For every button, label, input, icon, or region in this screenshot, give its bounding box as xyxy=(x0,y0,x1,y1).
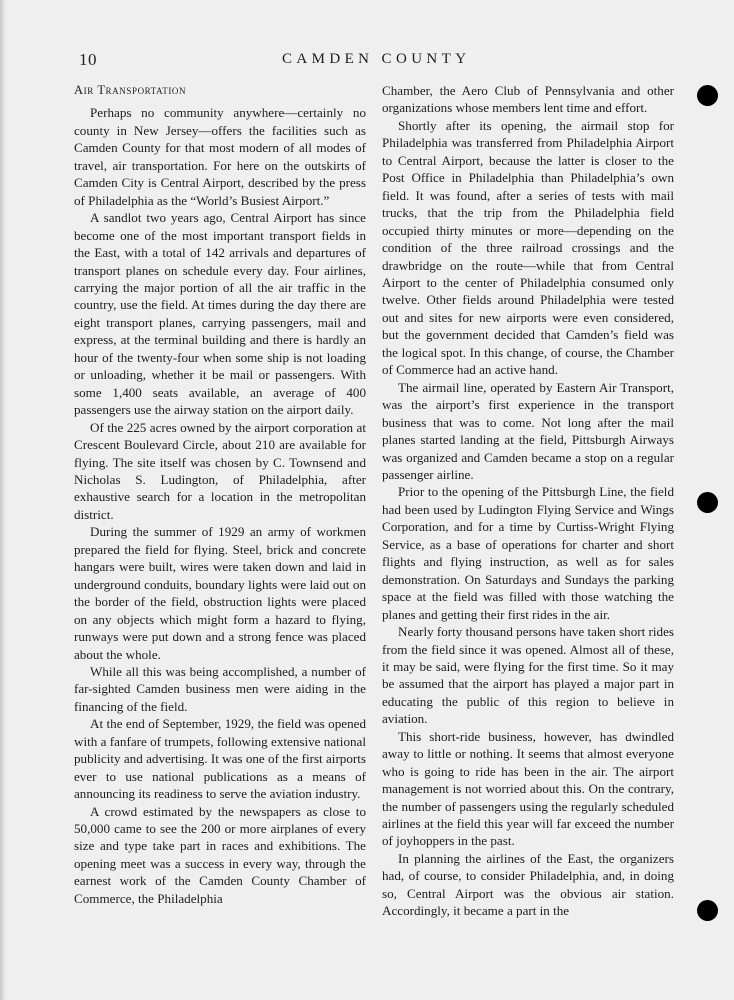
page-edge-shadow xyxy=(0,0,6,1000)
section-heading: Air Transportation xyxy=(74,83,187,97)
binder-hole xyxy=(697,492,718,513)
paragraph: Nearly forty thousand persons have taken short rides from the field since it was opened. Almost all of these, it may be said, were flying for the first time. So it may be assumed that the airport has played a major part in educating the public of this region to believe in aviation. xyxy=(382,624,674,727)
page-number: 10 xyxy=(79,50,97,69)
left-column xyxy=(74,82,366,907)
right-column xyxy=(382,82,674,920)
paragraph: At the end of September, 1929, the field was opened with a fanfare of trumpets, following extensive national publicity and advertising. It was one of the first airports ever to use national publications as a means of announcing its readiness to serve the aviation industry. xyxy=(74,716,366,802)
paragraph: Of the 225 acres owned by the airport corporation at Crescent Boulevard Circle, about 210 are available for flying. The site itself was chosen by C. Townsend and Nicholas S. Ludington, of Philadelphia, after exhaustive search for a location in the metropolitan district. xyxy=(74,419,366,522)
paragraph: While all this was being accomplished, a number of far-sighted Camden business men were aiding in the financing of the field. xyxy=(74,663,366,714)
paragraph: This short-ride business, however, has dwindled away to little or nothing. It seems that almost everyone who is going to ride has been in the air. The airport management is not worried about this. On the contrary, the number of passengers using the regularly scheduled airlines at the field this year will far exceed the number of joyhoppers in the past. xyxy=(382,728,674,849)
paragraph-continued: Chamber, the Aero Club of Pennsylvania and other organizations whose members lent time and effort. xyxy=(382,83,674,116)
running-head: CAMDEN COUNTY xyxy=(282,51,471,67)
paragraph: A crowd estimated by the newspapers as close to 50,000 came to see the 200 or more airplanes of every size and type take part in races and exhibitions. The opening meet was a success in every way, through the earnest work of the Camden County Chamber of Commerce, the Philadelphia xyxy=(74,803,366,906)
paragraph: Perhaps no community anywhere—certainly no county in New Jersey—offers the facilities such as Camden County for that most modern of all modes of travel, air transportation. For here on the outskirts of Camden City is Central Airport, described by the press of Philadelphia as the “World’s Busiest Airport.” xyxy=(74,105,366,208)
paragraph: In planning the airlines of the East, the organizers had, of course, to consider Philadelphia, and, in doing so, Central Airport was the obvious air station. Accordingly, it became a part in the xyxy=(382,850,674,919)
paragraph: Prior to the opening of the Pittsburgh Line, the field had been used by Ludington Flying Service and Wings Corporation, and for a time by Curtiss-Wright Flying Service, as a base of operations for charter and short flights and flying instruction, as well as for sales demonstration. On Saturdays and Sundays the parking space at the field was filled with those watching the planes and getting their first rides in the air. xyxy=(382,484,674,622)
paragraph: During the summer of 1929 an army of workmen prepared the field for flying. Steel, brick and concrete hangars were built, wires were taken down and laid in underground conduits, boundary lights were laid out on the border of the field, obstruction lights were placed on any objects which might form a hazard to flying, runways were put down and a strong fence was placed about the whole. xyxy=(74,524,366,662)
paragraph: The airmail line, operated by Eastern Air Transport, was the airport’s first experience in the transport business that was to come. Not long after the mail planes started landing at the field, Pittsburgh Airways was organized and Camden became a stop on a regular passenger airline. xyxy=(382,379,674,482)
binder-hole xyxy=(697,900,718,921)
paragraph: Shortly after its opening, the airmail stop for Philadelphia was transferred from Philadelphia Airport to Central Airport, because the latter is closer to the Post Office in Philadelphia than Philadelphia’s own field. It was found, after a series of tests with mail trucks, that the trip from the Philadelphia field occupied thirty minutes or more—depending on the condition of the three railroad crossings and the drawbridge on the route—while that from Central Airport to the center of Philadelphia consumed only twelve. Other fields around Philadelphia were tested out and sites for new airports were even considered, but the government decided that Camden’s field was the logical spot. In this change, of course, the Chamber of Commerce had an active hand. xyxy=(382,117,674,378)
binder-hole xyxy=(697,85,718,106)
paragraph: A sandlot two years ago, Central Airport has since become one of the most important transport fields in the East, with a total of 142 arrivals and departures of transport planes on schedule every day. Four airlines, carrying the major portion of all the air traffic in the country, use the field. At times during the day there are eight transport planes, carrying passengers, mail and express, at the terminal building and there is hardly an hour of the twenty-four when some ship is not loading or unloading, whether it be mail or passengers. With some 1,400 seats available, an average of 400 passengers use the airway station on the airport daily. xyxy=(74,210,366,418)
